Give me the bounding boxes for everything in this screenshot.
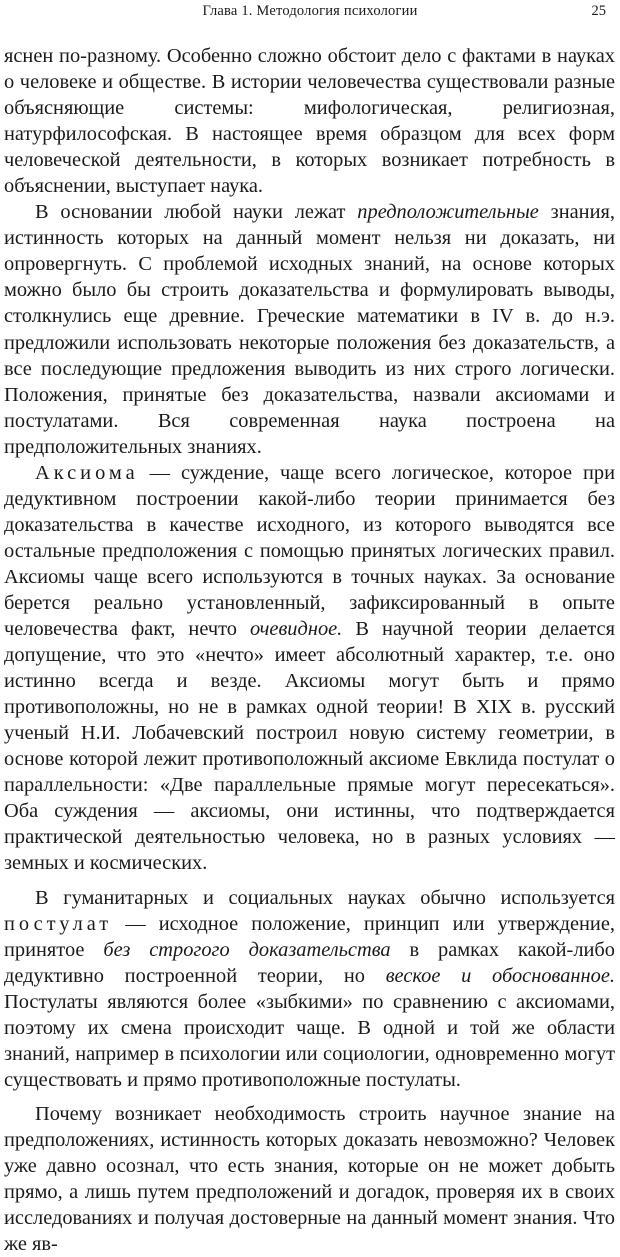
paragraph-2-text-c: знания, истинность которых на данный момент нельзя ни доказать, ни опровергнуть. С проблемой исходных знаний, на основе которых можно было бы строить доказательства и формулировать выводы, столкнулись еще древние. Греческие математики в IV в. до н.э. предложили использовать некоторые положения без доказательств, а все последующие предложения выводить из них строго логически. Положения, принятые без доказательства, назвали аксиомами и постулатами. Вся современная наука построена на предположительных знаниях. <box>4 201 615 458</box>
paragraph-3-emphasis: очевидное. <box>250 618 343 641</box>
paragraph-4-text-e: в рамках какой-либо дедуктивно построенной теории, но <box>4 938 615 987</box>
paragraph-5: Почему возникает необходимость строить научное знание на предположениях, истинность которых доказать невозможно? Человек уже давно осознал, что есть знания, которые он не может добыть прямо, а лишь путем предположений и догадок, проверяя их в своих исследованиях и получая достоверные на данный момент знания. Что же яв- <box>4 1102 615 1256</box>
paragraph-4-text-c: — исходное положение, принцип или утверждение, принятое <box>4 912 615 961</box>
paragraph-2-emphasis: предположительные <box>357 201 539 224</box>
paragraph-1: яснен по-разному. Особенно сложно обстоит дело с фактами в науках о человеке и обществе. В истории человечества существовали разные объясняющие системы: мифологическая, религиозная, натурфилософская. В настоящее время образцом для всех форм человеческой деятельности, в которых возникает потребность в объяснении, выступает наука. <box>4 45 615 198</box>
running-title: Глава 1. Методология психологии <box>202 3 418 19</box>
running-header <box>0 3 620 25</box>
paragraph-3 <box>4 460 615 877</box>
paragraph-4-text-a: В гуманитарных и социальных науках обычно используется <box>35 886 615 909</box>
page-number: 25 <box>591 3 606 19</box>
paragraph-2 <box>4 199 615 459</box>
paragraph-4-emphasis-2: веское и обоснованное. <box>385 964 615 987</box>
term-postulate: постулат <box>4 912 113 935</box>
paragraph-4-emphasis-1: без строгого доказательства <box>103 938 391 961</box>
term-axiom: Аксиома <box>35 461 139 484</box>
paragraph-4-text-g: Постулаты являются более «зыбкими» по сравнению с аксиомами, поэтому их смена происходит чаще. В одной и той же области знаний, например в психологии или социологии, одновременно могут существовать и прямо противоположные постулаты. <box>4 990 615 1091</box>
paragraph-4 <box>4 885 615 1093</box>
paragraph-3-text-d: В научной теории делается допущение, что это «нечто» имеет абсолютный характер, т.е. оно истинно всегда и везде. Аксиомы могут быть и прямо противоположны, но не в рамках одной теории! В XIX в. русский ученый Н.И. Лобачевский построил новую систему геометрии, в основе которой лежит противоположный аксиоме Евклида постулат о параллельности: «Две параллельные прямые могут пересекаться». Оба суждения — аксиомы, они истинны, что подтверждается практической деятельностью человека, но в разных условиях — земных и космических. <box>4 618 615 875</box>
page-body <box>4 43 615 1257</box>
paragraph-2-text-a: В основании любой науки лежат <box>35 201 358 224</box>
paragraph-3-text-b: — суждение, чаще всего логическое, которое при дедуктивном построении какой-либо теории принимается без доказательства в качестве исходного, из которого выводятся все остальные предположения с помощью принятых логических правил. Аксиомы чаще всего используются в точных науках. За основание берется реально установленный, зафиксированный в опыте человечества факт, нечто <box>4 461 615 641</box>
